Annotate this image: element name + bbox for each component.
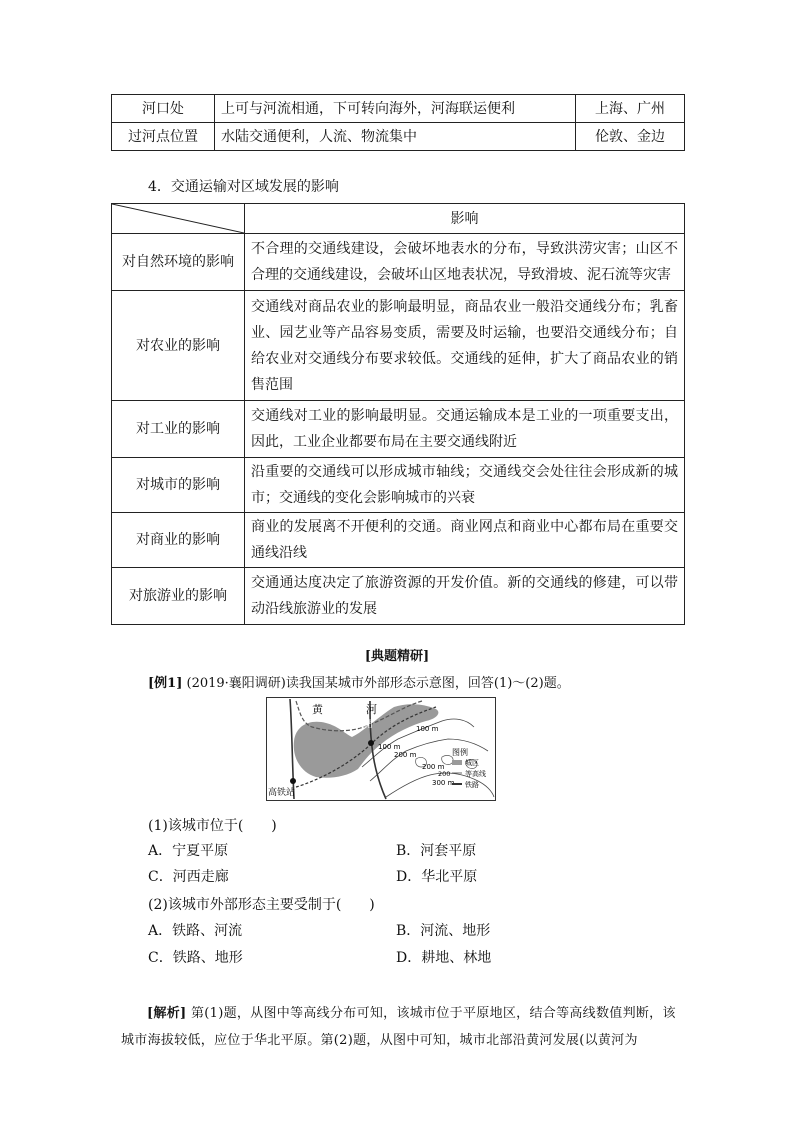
table-cell: 上可与河流相通，下可转向海外，河海联运便利 (215, 95, 576, 123)
legend-rail: 铁路 (465, 781, 479, 789)
map-label-100a: 100 m (378, 743, 401, 751)
section-title: [典题精研] (364, 649, 430, 664)
diagonal-header-cell (112, 204, 245, 234)
q1-option-a: A．宁夏平原 (148, 843, 229, 859)
table-row (112, 95, 685, 123)
analysis-text: 第(1)题，从图中等高线分布可知，该城市位于平原地区，结合等高线数值判断，该城市海拔较低，应位于华北平原。第(2)题，从图中可知，城市北部沿黄河发展(以黄河为 (121, 1006, 676, 1048)
table-row (112, 568, 685, 625)
row-text: 交通通达度决定了旅游资源的开发价值。新的交通线的修建，可以带动沿线旅游业的发展 (245, 568, 685, 625)
table-cell: 伦敦、金边 (576, 123, 685, 151)
row-text: 交通线对商品农业的影响最明显，商品农业一般沿交通线分布；乳畜业、园艺业等产品容易变质，需要及时运输，也要沿交通线分布；自给农业对交通线分布要求较低。交通线的延伸，扩大了商品农业的销售范围 (245, 291, 685, 401)
row-label: 对农业的影响 (112, 291, 245, 401)
legend-city-swatch (452, 760, 462, 765)
table-row (112, 513, 685, 568)
q2-option-b: B．河流、地形 (396, 923, 491, 939)
question-1-stem: (1)该城市位于( ) (148, 818, 277, 834)
table-row (112, 458, 685, 513)
q2-option-c: C．铁路、地形 (148, 950, 243, 966)
table-row (112, 234, 685, 291)
legend-contour: 等高线 (465, 770, 486, 778)
row-label: 对工业的影响 (112, 401, 245, 458)
example-tag: [例1] (148, 676, 183, 691)
map-label-200a: 200 m (394, 751, 417, 759)
table-cell: 过河点位置 (112, 123, 215, 151)
row-text: 沿重要的交通线可以形成城市轴线；交通线交会处往往会形成新的城市；交通线的变化会影响城市的兴衰 (245, 458, 685, 513)
row-text: 商业的发展离不开便利的交通。商业网点和商业中心都布局在重要交通线沿线 (245, 513, 685, 568)
table-row (112, 291, 685, 401)
row-label: 对自然环境的影响 (112, 234, 245, 291)
example-source: (2019·襄阳调研) (186, 676, 286, 691)
table-cell: 水陆交通便利，人流、物流集中 (215, 123, 576, 151)
section-heading: 4．交通运输对区域发展的影响 (148, 179, 339, 195)
table-row (112, 401, 685, 458)
q1-option-c: C．河西走廊 (148, 869, 229, 885)
legend-contour-value: 200 (438, 770, 451, 778)
table-cell: 河口处 (112, 95, 215, 123)
example-intro (148, 672, 570, 691)
q1-option-b: B．河套平原 (396, 843, 477, 859)
map-label-200b: 200 m (422, 763, 445, 771)
city-map-figure (266, 697, 496, 801)
row-text: 不合理的交通线建设，会破坏地表水的分布，导致洪涝灾害；山区不合理的交通线建设，会破坏山区地表状况，导致滑坡、泥石流等灾害 (245, 234, 685, 291)
impact-table (111, 203, 685, 625)
table-header-row (112, 204, 685, 234)
table-cell: 上海、广州 (576, 95, 685, 123)
location-table (111, 94, 685, 151)
row-label: 对商业的影响 (112, 513, 245, 568)
map-label-river-b: 河 (366, 703, 377, 716)
map-label-station: 火车站 (346, 720, 374, 730)
analysis-paragraph (121, 1000, 681, 1054)
diagonal-line (112, 204, 244, 233)
row-label: 对旅游业的影响 (112, 568, 245, 625)
row-label: 对城市的影响 (112, 458, 245, 513)
map-label-100b: 100 m (416, 725, 439, 733)
table-header: 影响 (245, 204, 685, 234)
row-text: 交通线对工业的影响最明显。交通运输成本是工业的一项重要支出，因此，工业企业都要布局在主要交通线附近 (245, 401, 685, 458)
q2-option-d: D．耕地、林地 (396, 950, 492, 966)
q2-option-a: A．铁路、河流 (148, 923, 243, 939)
table-row (112, 123, 685, 151)
legend-title: 图例 (452, 748, 468, 757)
question-2-stem: (2)该城市外部形态主要受制于( ) (148, 897, 375, 913)
analysis-tag: [解析] (147, 1006, 187, 1021)
train-station-marker (368, 740, 374, 746)
hsr-station-marker (290, 778, 296, 784)
map-label-300: 300 m (432, 779, 455, 787)
map-label-hsr: 高铁站 (268, 788, 296, 798)
q1-option-d: D．华北平原 (396, 869, 478, 885)
example-text: 读我国某城市外部形态示意图，回答(1)～(2)题。 (285, 676, 570, 691)
map-label-river-a: 黄 (312, 703, 323, 716)
legend-city: 城区 (465, 759, 479, 767)
